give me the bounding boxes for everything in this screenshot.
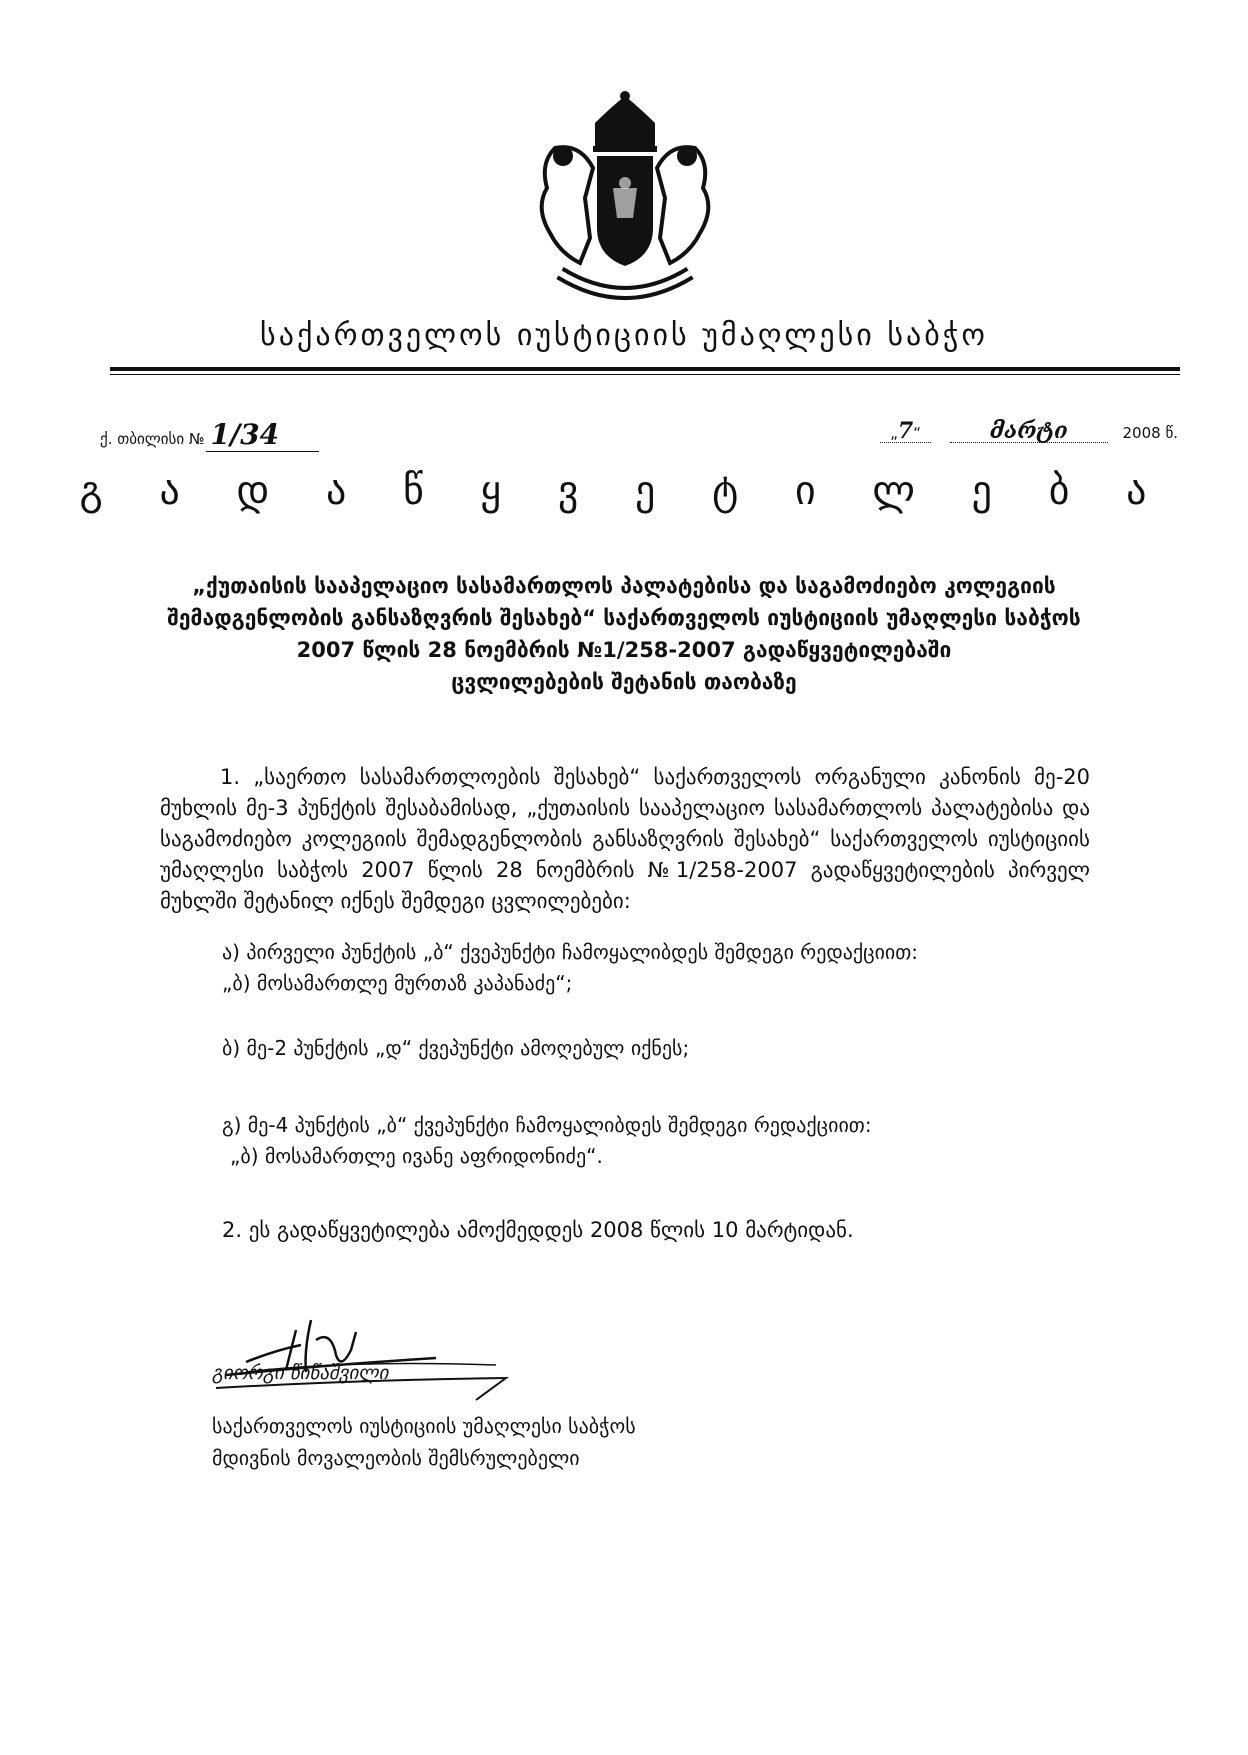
paragraph-1: 1. „საერთო სასამართლოების შესახებ“ საქართველოს ორგანული კანონის მე-20 მუხლის მე-3 პუნქტის შესაბამისად, „ქუთაისის სააპელაციო სასამართლოს პალატებისა და საგამოძიებო კოლეგიის შემადგენლობის განსაზღვრის შესახებ“ საქართველოს იუსტიციის უმაღლესი საბჭოს 2007 წლის 28 ნოემბრის №1/258-2007 გადაწყვეტილების პირველ მუხლში შეტანილ იქნეს შემდეგი ცვლილებები:: [160, 765, 1090, 913]
paragraph-2: 2. ეს გადაწყვეტილება ამოქმედდეს 2008 წლის 10 მარტიდან.: [222, 1218, 854, 1242]
item-a-line1: ა) პირველი პუნქტის „ბ“ ქვეპუნქტი ჩამოყალიბდეს შემდეგი რედაქციით:: [222, 940, 919, 964]
signer-title: [212, 1410, 636, 1474]
subject-line: ცვლილებების შეტანის თაობაზე: [451, 670, 797, 694]
city-prefix: ქ. თბილისი №: [100, 430, 205, 448]
signer-title-line2: მდივნის მოვალეობის შემსრულებელი: [212, 1446, 580, 1470]
city-number-line: [100, 418, 319, 451]
subject-line: შემადგენლობის განსაზღვრის შესახებ“ საქართველოს იუსტიციის უმაღლესი საბჭოს: [167, 606, 1081, 630]
signer-title-line1: საქართველოს იუსტიციის უმაღლესი საბჭოს: [212, 1414, 636, 1438]
header-rule-thin: [110, 374, 1180, 375]
georgia-coat-of-arms-icon: [525, 88, 725, 308]
signer-name: გიორგი წიწაშვილი: [212, 1362, 389, 1384]
item-g: [222, 1110, 872, 1172]
document-type-heading: გ ა დ ა წ ყ ვ ე ტ ი ლ ე ბ ა: [79, 468, 1169, 514]
date-month: მარტი: [989, 418, 1068, 444]
item-a: [222, 937, 918, 999]
date-year-suffix: წ.: [1165, 424, 1178, 442]
item-b: ბ) მე-2 პუნქტის „დ“ ქვეპუნქტი ამოღებულ იქნეს;: [222, 1036, 690, 1060]
item-a-line2: „ბ) მოსამართლე მურთაზ კაპანაძე“;: [222, 971, 573, 995]
date-line: „7“ მარტი 2008 წ.: [880, 418, 1178, 444]
subject-line: „ქუთაისის სააპელაციო სასამართლოს პალატებისა და საგამოძიებო კოლეგიის: [192, 574, 1056, 598]
date-year: 2008: [1122, 424, 1161, 442]
header-rule: [110, 367, 1180, 371]
item-g-line2: „ბ) მოსამართლე ივანე აფრიდონიძე“.: [230, 1144, 603, 1168]
document-subject: [160, 570, 1088, 698]
date-day: 7: [897, 418, 914, 444]
organization-name: საქართველოს იუსტიციის უმაღლესი საბჭო: [260, 318, 988, 353]
subject-line: 2007 წლის 28 ნოემბრის №1/258-2007 გადაწყვეტილებაში: [296, 638, 952, 662]
document-number: 1/34: [206, 418, 319, 452]
item-g-line1: გ) მე-4 პუნქტის „ბ“ ქვეპუნქტი ჩამოყალიბდეს შემდეგი რედაქციით:: [222, 1113, 872, 1137]
handwritten-signature-icon: [206, 1310, 566, 1410]
